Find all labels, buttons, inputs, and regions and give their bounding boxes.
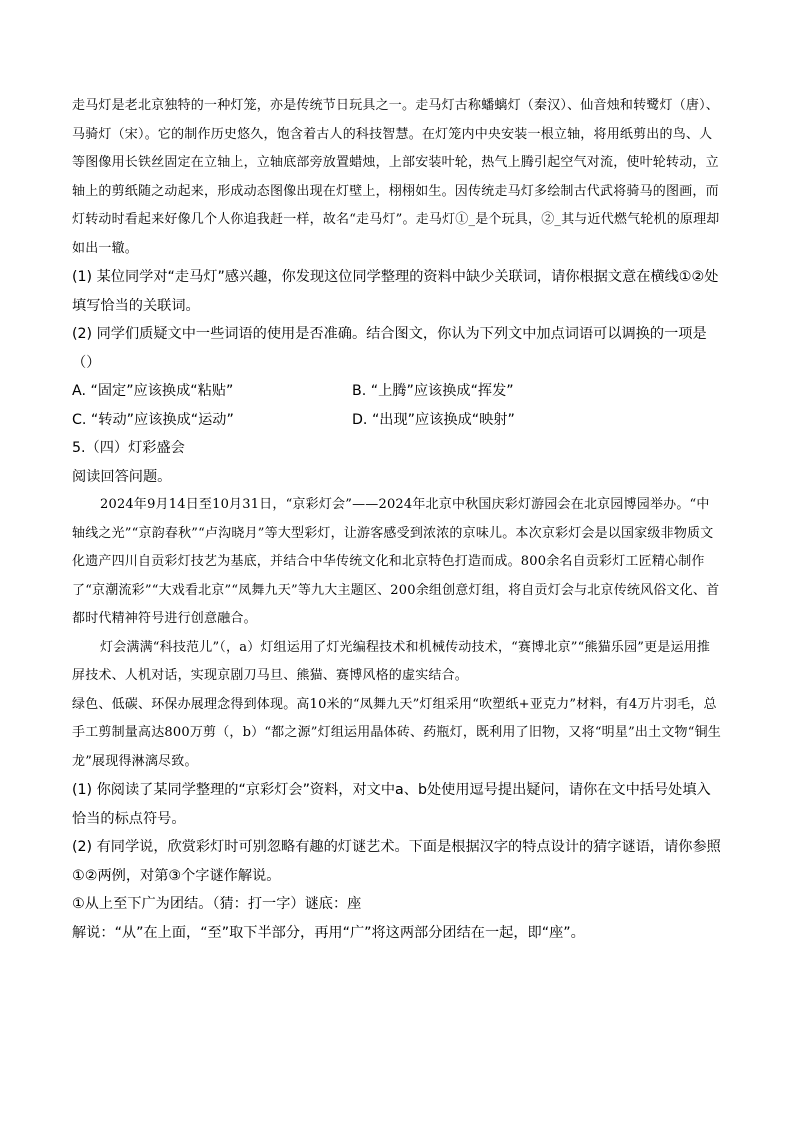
question-4-1: (1) 某位同学对“走马灯”感兴趣，你发现这位同学整理的资料中缺少关联词，请你根据文意在横线①②处填写恰当的关联词。 <box>72 269 719 314</box>
question-5-title: 5.（四）灯彩盛会 <box>72 440 185 456</box>
question-5-2: (2) 有同学说，欣赏彩灯时可别忽略有趣的灯谜艺术。下面是根据汉字的特点设计的猜字谜语，请你参照①②两例，对第③个字谜作解说。 <box>72 839 721 884</box>
passage-zoumadeng: 走马灯是老北京独特的一种灯笼，亦是传统节日玩具之一。走马灯古称蟠螭灯（秦汉）、仙音烛和转鹭灯（唐）、马骑灯（宋）。它的制作历史悠久，饱含着古人的科技智慧。在灯笼内中央安装一根立轴，将用纸剪出的鸟、人等图像用长铁丝固定在立轴上，立轴底部旁放置蜡烛，上部安装叶轮，热气上腾引起空气对流，使叶轮转动，立轴上的剪纸随之动起来，形成动态图像出现在灯壁上，栩栩如生。因传统走马灯多绘制古代武将骑马的图画，而灯转动时看起来好像几个人你追我赶一样，故名“走马灯”。走马灯①_是个玩具，②_其与近代燃气轮机的原理却如出一辙。 <box>72 98 720 256</box>
option-c[interactable]: C. “转动”应该换成“运动” <box>72 411 234 428</box>
question-5-instruction: 阅读回答问题。 <box>72 468 172 485</box>
passage-lantern-festival-p3: 绿色、低碳、环保办展理念得到体现。高10米的“凤舞九天”灯组采用“吹塑纸+亚克力”材料，有4万片羽毛，总手工剪制量高达800万剪（，b）“都之源”灯组运用晶体砖、药瓶灯，既利用了旧物，又将“明星”出土文物“铜生龙”展现得淋漓尽致。 <box>72 696 721 769</box>
riddle-1: ①从上至下广为团结。（猜：打一字）谜底：座 <box>72 896 362 912</box>
option-d[interactable]: D. “出现”应该换成“映射” <box>352 411 515 428</box>
option-a[interactable]: A. “固定”应该换成“粘贴” <box>72 383 234 399</box>
riddle-1-explanation: 解说：“从”在上面，“至”取下半部分，再用“广”将这两部分团结在一起，即“座”。 <box>72 924 585 941</box>
answer-options <box>72 377 722 434</box>
document-page <box>72 92 722 947</box>
passage-lantern-festival-p2: 灯会满满“科技范儿”（，a）灯组运用了灯光编程技术和机械传动技术，“赛博北京”“熊猫乐园”更是运用推屏技术、人机对话，实现京剧刀马旦、熊猫、赛博风格的虚实结合。 <box>72 639 711 683</box>
question-4-2: (2) 同学们质疑文中一些词语的使用是否准确。结合图文，你认为下列文中加点词语可以调换的一项是（） <box>72 326 707 371</box>
passage-lantern-festival-p1: 2024年9月14日至10月31日，“京彩灯会”——2024年北京中秋国庆彩灯游园会在北京园博园举办。“中轴线之光”“京韵春秋”“卢沟晓月”等大型彩灯，让游客感受到浓浓的京味儿。本次京彩灯会是以国家级非物质文化遗产四川自贡彩灯技艺为基底，并结合中华传统文化和北京特色打造而成。800余名自贡彩灯工匠精心制作了“京潮流彩”“大戏看北京”“凤舞九天”等九大主题区、200余组创意灯组，将自贡灯会与北京传统风俗文化、首都时代精神符号进行创意融合。 <box>72 497 720 626</box>
option-b[interactable]: B. “上腾”应该换成“挥发” <box>352 383 514 399</box>
question-5-1: (1) 你阅读了某同学整理的“京彩灯会”资料，对文中a、b处使用逗号提出疑问，请你在文中括号处填入恰当的标点符号。 <box>72 782 711 827</box>
